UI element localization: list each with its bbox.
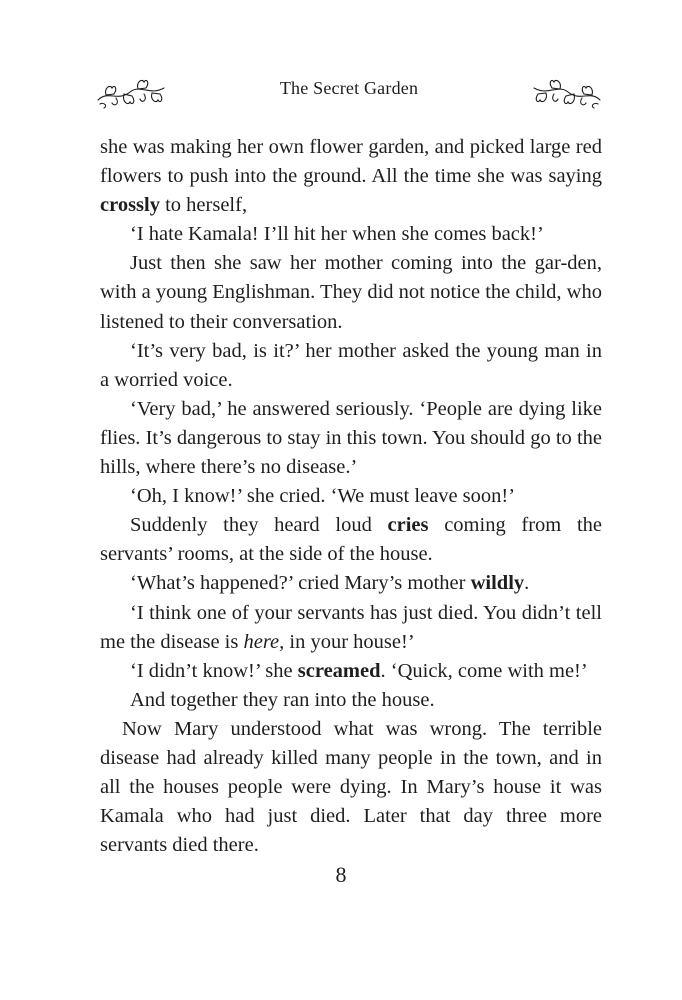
text-run: in your house!’: [284, 630, 415, 653]
flower-vine-ornament-icon: [530, 74, 604, 110]
text-run: And together they ran into the house.: [130, 688, 435, 711]
text-run: to herself,: [159, 194, 248, 217]
running-header: [92, 70, 606, 114]
paragraph: [100, 249, 602, 336]
paragraph: [100, 715, 602, 860]
page-number: 8: [335, 862, 347, 887]
text-run: Just then she saw her mother coming into the gar-den, with a young Englishman. They did not notice the child, who listened to their conversation.: [100, 252, 602, 333]
text-run: Now Mary understood what was wrong. The terrible disease had already killed many people in the town, and in all the houses people were dying. In Mary’s house it was Kamala who had just died. Later that day three more servants died there.: [100, 717, 602, 857]
paragraph: [100, 569, 602, 598]
emphasis-word: crossly: [100, 194, 160, 217]
text-run: ‘Oh, I know!’ she cried. ‘We must leave soon!’: [130, 485, 516, 508]
text-run: ‘I didn’t know!’ she: [130, 659, 298, 682]
emphasis-word: cries: [387, 514, 429, 537]
paragraph: [100, 599, 602, 657]
paragraph: [100, 395, 602, 482]
paragraph: [100, 482, 602, 511]
emphasis-word: wildly: [470, 572, 525, 595]
text-run: ‘It’s very bad, is it?’ her mother asked the young man in a worried voice.: [100, 339, 602, 391]
paragraph: [100, 657, 602, 686]
paragraph: [100, 133, 602, 220]
text-run: ‘What’s happened?’ cried Mary’s mother: [130, 572, 471, 595]
paragraph: [100, 686, 602, 715]
book-title: The Secret Garden: [279, 78, 419, 98]
text-run: . ‘Quick, come with me!’: [380, 659, 588, 682]
paragraph: [100, 511, 602, 569]
paragraph: [100, 337, 602, 395]
emphasis-word: screamed: [297, 659, 381, 682]
text-run: coming from the servants’ rooms, at the side of the house.: [100, 514, 602, 566]
italic-word: here,: [243, 630, 285, 653]
paragraph: [100, 220, 602, 249]
text-run: .: [524, 572, 530, 595]
page-body: [100, 133, 602, 860]
text-run: ‘I hate Kamala! I’ll hit her when she comes back!’: [130, 223, 544, 246]
text-run: ‘I think one of your servants has just died. You didn’t tell me the disease is: [100, 601, 602, 653]
text-run: she was making her own flower garden, and picked large red flowers to push into the ground. All the time she was saying: [100, 136, 602, 188]
text-run: ‘Very bad,’ he answered seriously. ‘People are dying like flies. It’s dangerous to stay in this town. You should go to the hills, where there’s no disease.’: [100, 397, 602, 479]
text-run: Suddenly they heard loud: [130, 514, 388, 537]
